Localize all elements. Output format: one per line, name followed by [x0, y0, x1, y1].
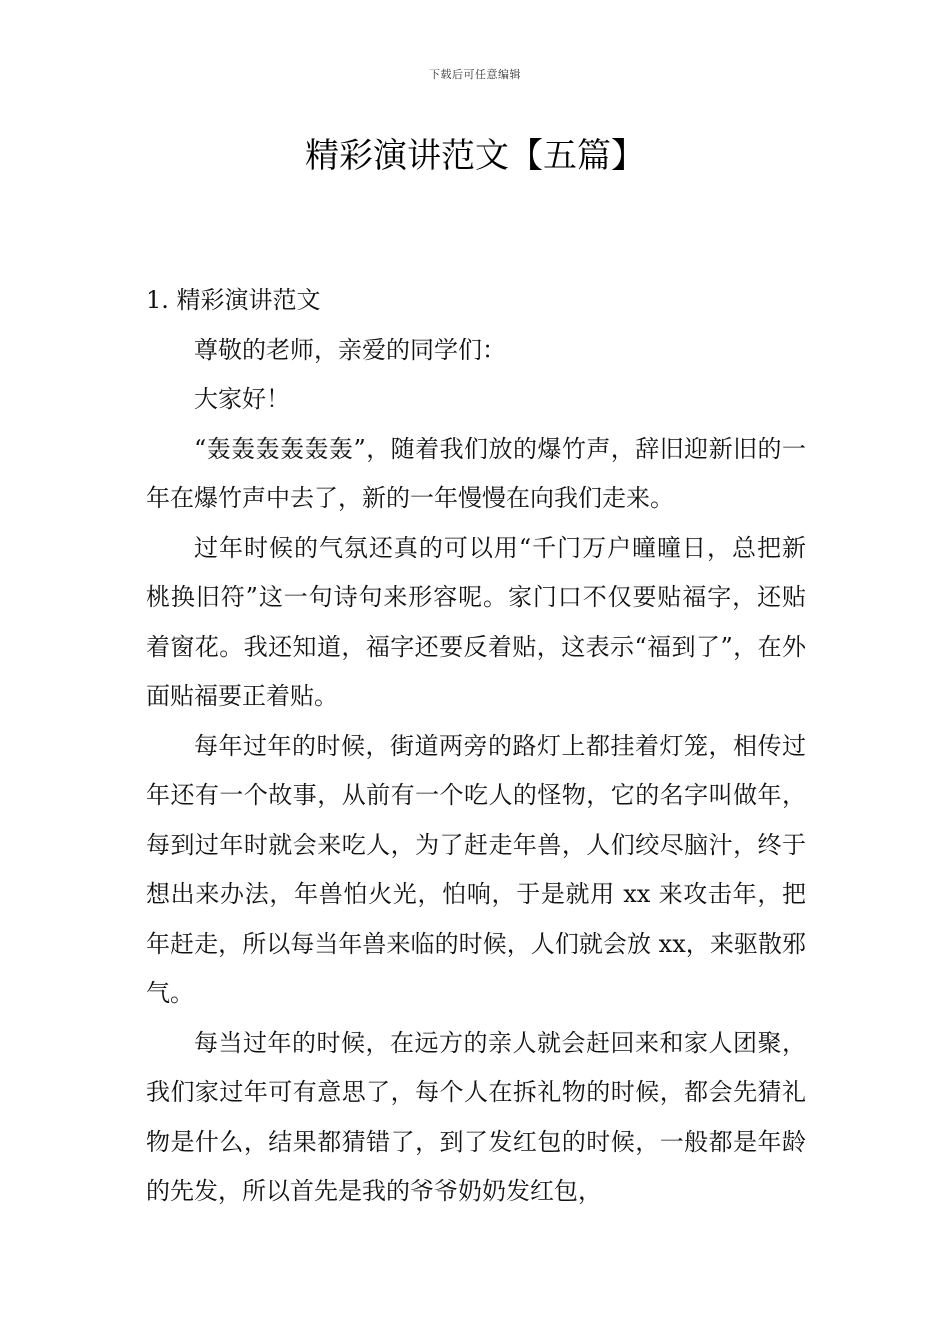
body-paragraph: 每年过年的时候，街道两旁的路灯上都挂着灯笼，相传过年还有一个故事，从前有一个吃人的怪物，它的名字叫做年，每到过年时就会来吃人，为了赶走年兽，人们绞尽脑汁，终于想出来办法，年兽怕火光，怕响，于是就用 xx 来攻击年，把年赶走，所以每当年兽来临的时候，人们就会放 xx，来驱散邪气。 [146, 731, 806, 1007]
body-paragraph: 每当过年的时候，在远方的亲人就会赶回来和家人团聚，我们家过年可有意思了，每个人在拆礼物的时候，都会先猜礼物是什么，结果都猜错了，到了发红包的时候，一般都是年龄的先发，所以首先是我的爷爷奶奶发红包， [146, 1028, 806, 1205]
document-title: 精彩演讲范文【五篇】 [305, 136, 645, 176]
body-paragraph: “轰轰轰轰轰轰”，随着我们放的爆竹声，辞旧迎新旧的一年在爆竹声中去了，新的一年慢慢在向我们走来。 [146, 434, 806, 512]
document-body [146, 276, 806, 1217]
body-paragraph: 过年时候的气氛还真的可以用“千门万户曈曈日，总把新桃换旧符”这一句诗句来形容呢。家门口不仅要贴福字，还贴着窗花。我还知道，福字还要反着贴，这表示“福到了”，在外面贴福要正着贴。 [146, 533, 806, 710]
section-heading: 1. 精彩演讲范文 [146, 286, 321, 314]
greeting-paragraph: 大家好！ [194, 385, 290, 413]
header-note: 下载后可任意编辑 [429, 68, 521, 81]
salutation-paragraph: 尊敬的老师，亲爱的同学们： [194, 335, 506, 364]
